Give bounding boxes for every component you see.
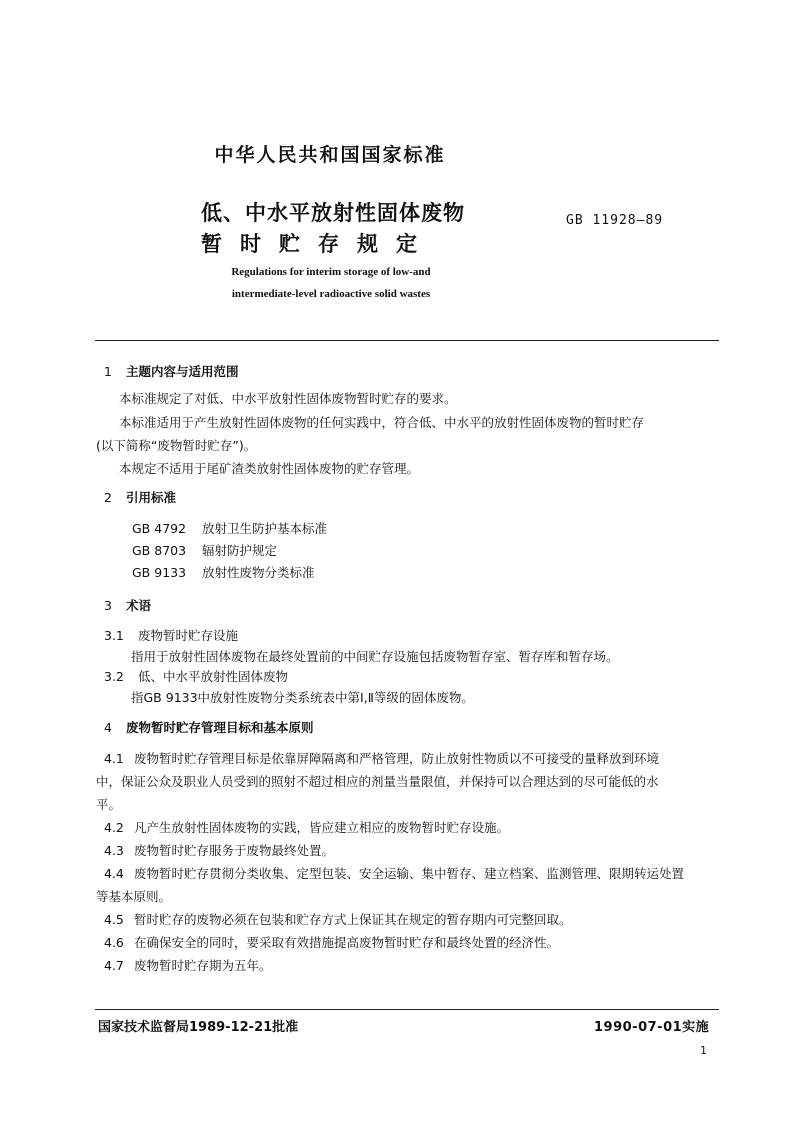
english-title-line-1: Regulations for interim storage of low-and (231, 266, 431, 278)
section-4-heading (104, 718, 314, 736)
reference-name: 放射卫生防护基本标准 (202, 521, 328, 536)
clause-continuation: 中，保证公众及职业人员受到的照射不超过相应的剂量当量限值，并保持可以合理达到的尽可能低的水 (96, 774, 659, 789)
clause-text: 暂时贮存的废物必须在包装和贮存方式上保证其在规定的暂存期内可完整回取。 (134, 912, 572, 927)
clause-number: 4.3 (104, 843, 124, 858)
title-line-1: 低、中水平放射性固体废物 (201, 201, 465, 225)
section-title: 废物暂时贮存管理目标和基本原则 (126, 720, 314, 735)
term-heading (104, 667, 288, 685)
clause-number: 4.1 (104, 751, 124, 766)
term-title: 低、中水平放射性固体废物 (138, 669, 289, 684)
clause-continuation: 平。 (96, 797, 122, 812)
term-title: 废物暂时贮存设施 (138, 628, 239, 643)
clause (104, 910, 572, 928)
section-1-heading (104, 362, 239, 380)
page-number: 1 (700, 1044, 707, 1057)
clause-number: 4.4 (104, 866, 124, 881)
approval-date: 国家技术监督局1989-12-21批准 (98, 1020, 299, 1035)
paragraph: 本规定不适用于尾矿渣类放射性固体废物的贮存管理。 (119, 461, 420, 476)
reference-code: GB 9133 (132, 565, 187, 580)
paragraph-continuation: (以下简称“废物暂时贮存”)。 (96, 438, 257, 453)
title-line-2: 暂时贮存规定 (201, 232, 435, 256)
clause-text: 凡产生放射性固体废物的实践，皆应建立相应的废物暂时贮存设施。 (134, 820, 510, 835)
section-title: 主题内容与适用范围 (126, 364, 239, 379)
clause-text: 废物暂时贮存期为五年。 (134, 958, 272, 973)
term-heading (104, 626, 238, 644)
section-title: 术语 (126, 598, 152, 613)
clause-number: 4.6 (104, 935, 124, 950)
header-divider (95, 340, 719, 341)
reference-code: GB 8703 (132, 543, 187, 558)
section-number: 2 (104, 490, 112, 505)
term-definition: 指GB 9133中放射性废物分类系统表中第Ⅰ,Ⅱ等级的固体废物。 (131, 690, 474, 705)
clause-text: 废物暂时贮存管理目标是依靠屏障隔离和严格管理，防止放射性物质以不可接受的量释放到环境 (134, 751, 660, 766)
clause-text: 废物暂时贮存贯彻分类收集、定型包装、安全运输、集中暂存、建立档案、监测管理、限期转运处置 (134, 866, 685, 881)
clause-number: 4.7 (104, 958, 124, 973)
reference-item (132, 519, 327, 537)
clause (104, 956, 272, 974)
clause-number: 4.5 (104, 912, 124, 927)
section-number: 1 (104, 364, 112, 379)
clause-number: 4.2 (104, 820, 124, 835)
paragraph: 本标准规定了对低、中水平放射性固体废物暂时贮存的要求。 (119, 391, 457, 406)
implementation-date: 1990-07-01实施 (594, 1020, 710, 1035)
reference-name: 辐射防护规定 (202, 543, 278, 558)
section-2-heading (104, 488, 176, 506)
paragraph: 本标准适用于产生放射性固体废物的任何实践中，符合低、中水平的放射性固体废物的暂时贮存 (119, 415, 645, 430)
national-standard-heading: 中华人民共和国国家标准 (214, 144, 446, 166)
clause-continuation: 等基本原则。 (96, 889, 172, 904)
reference-item (132, 541, 277, 559)
clause (104, 818, 509, 836)
term-definition: 指用于放射性固体废物在最终处置前的中间贮存设施包括废物暂存室、暂存库和暂存场。 (131, 649, 619, 664)
reference-code: GB 4792 (132, 521, 187, 536)
reference-name: 放射性废物分类标准 (202, 565, 315, 580)
standard-code: GB 11928—89 (566, 213, 664, 228)
english-title-line-2: intermediate-level radioactive solid wastes (231, 288, 431, 300)
clause (104, 864, 684, 882)
section-3-heading (104, 596, 151, 614)
clause-text: 在确保安全的同时，要采取有效措施提高废物暂时贮存和最终处置的经济性。 (134, 935, 560, 950)
section-number: 3 (104, 598, 112, 613)
section-number: 4 (104, 720, 112, 735)
clause-text: 废物暂时贮存服务于废物最终处置。 (134, 843, 335, 858)
footer-divider (95, 1009, 719, 1010)
clause (104, 933, 559, 951)
term-number: 3.1 (104, 628, 124, 643)
section-title: 引用标准 (126, 490, 177, 505)
term-number: 3.2 (104, 669, 124, 684)
reference-item (132, 563, 315, 581)
clause (104, 841, 334, 859)
clause (104, 749, 659, 767)
